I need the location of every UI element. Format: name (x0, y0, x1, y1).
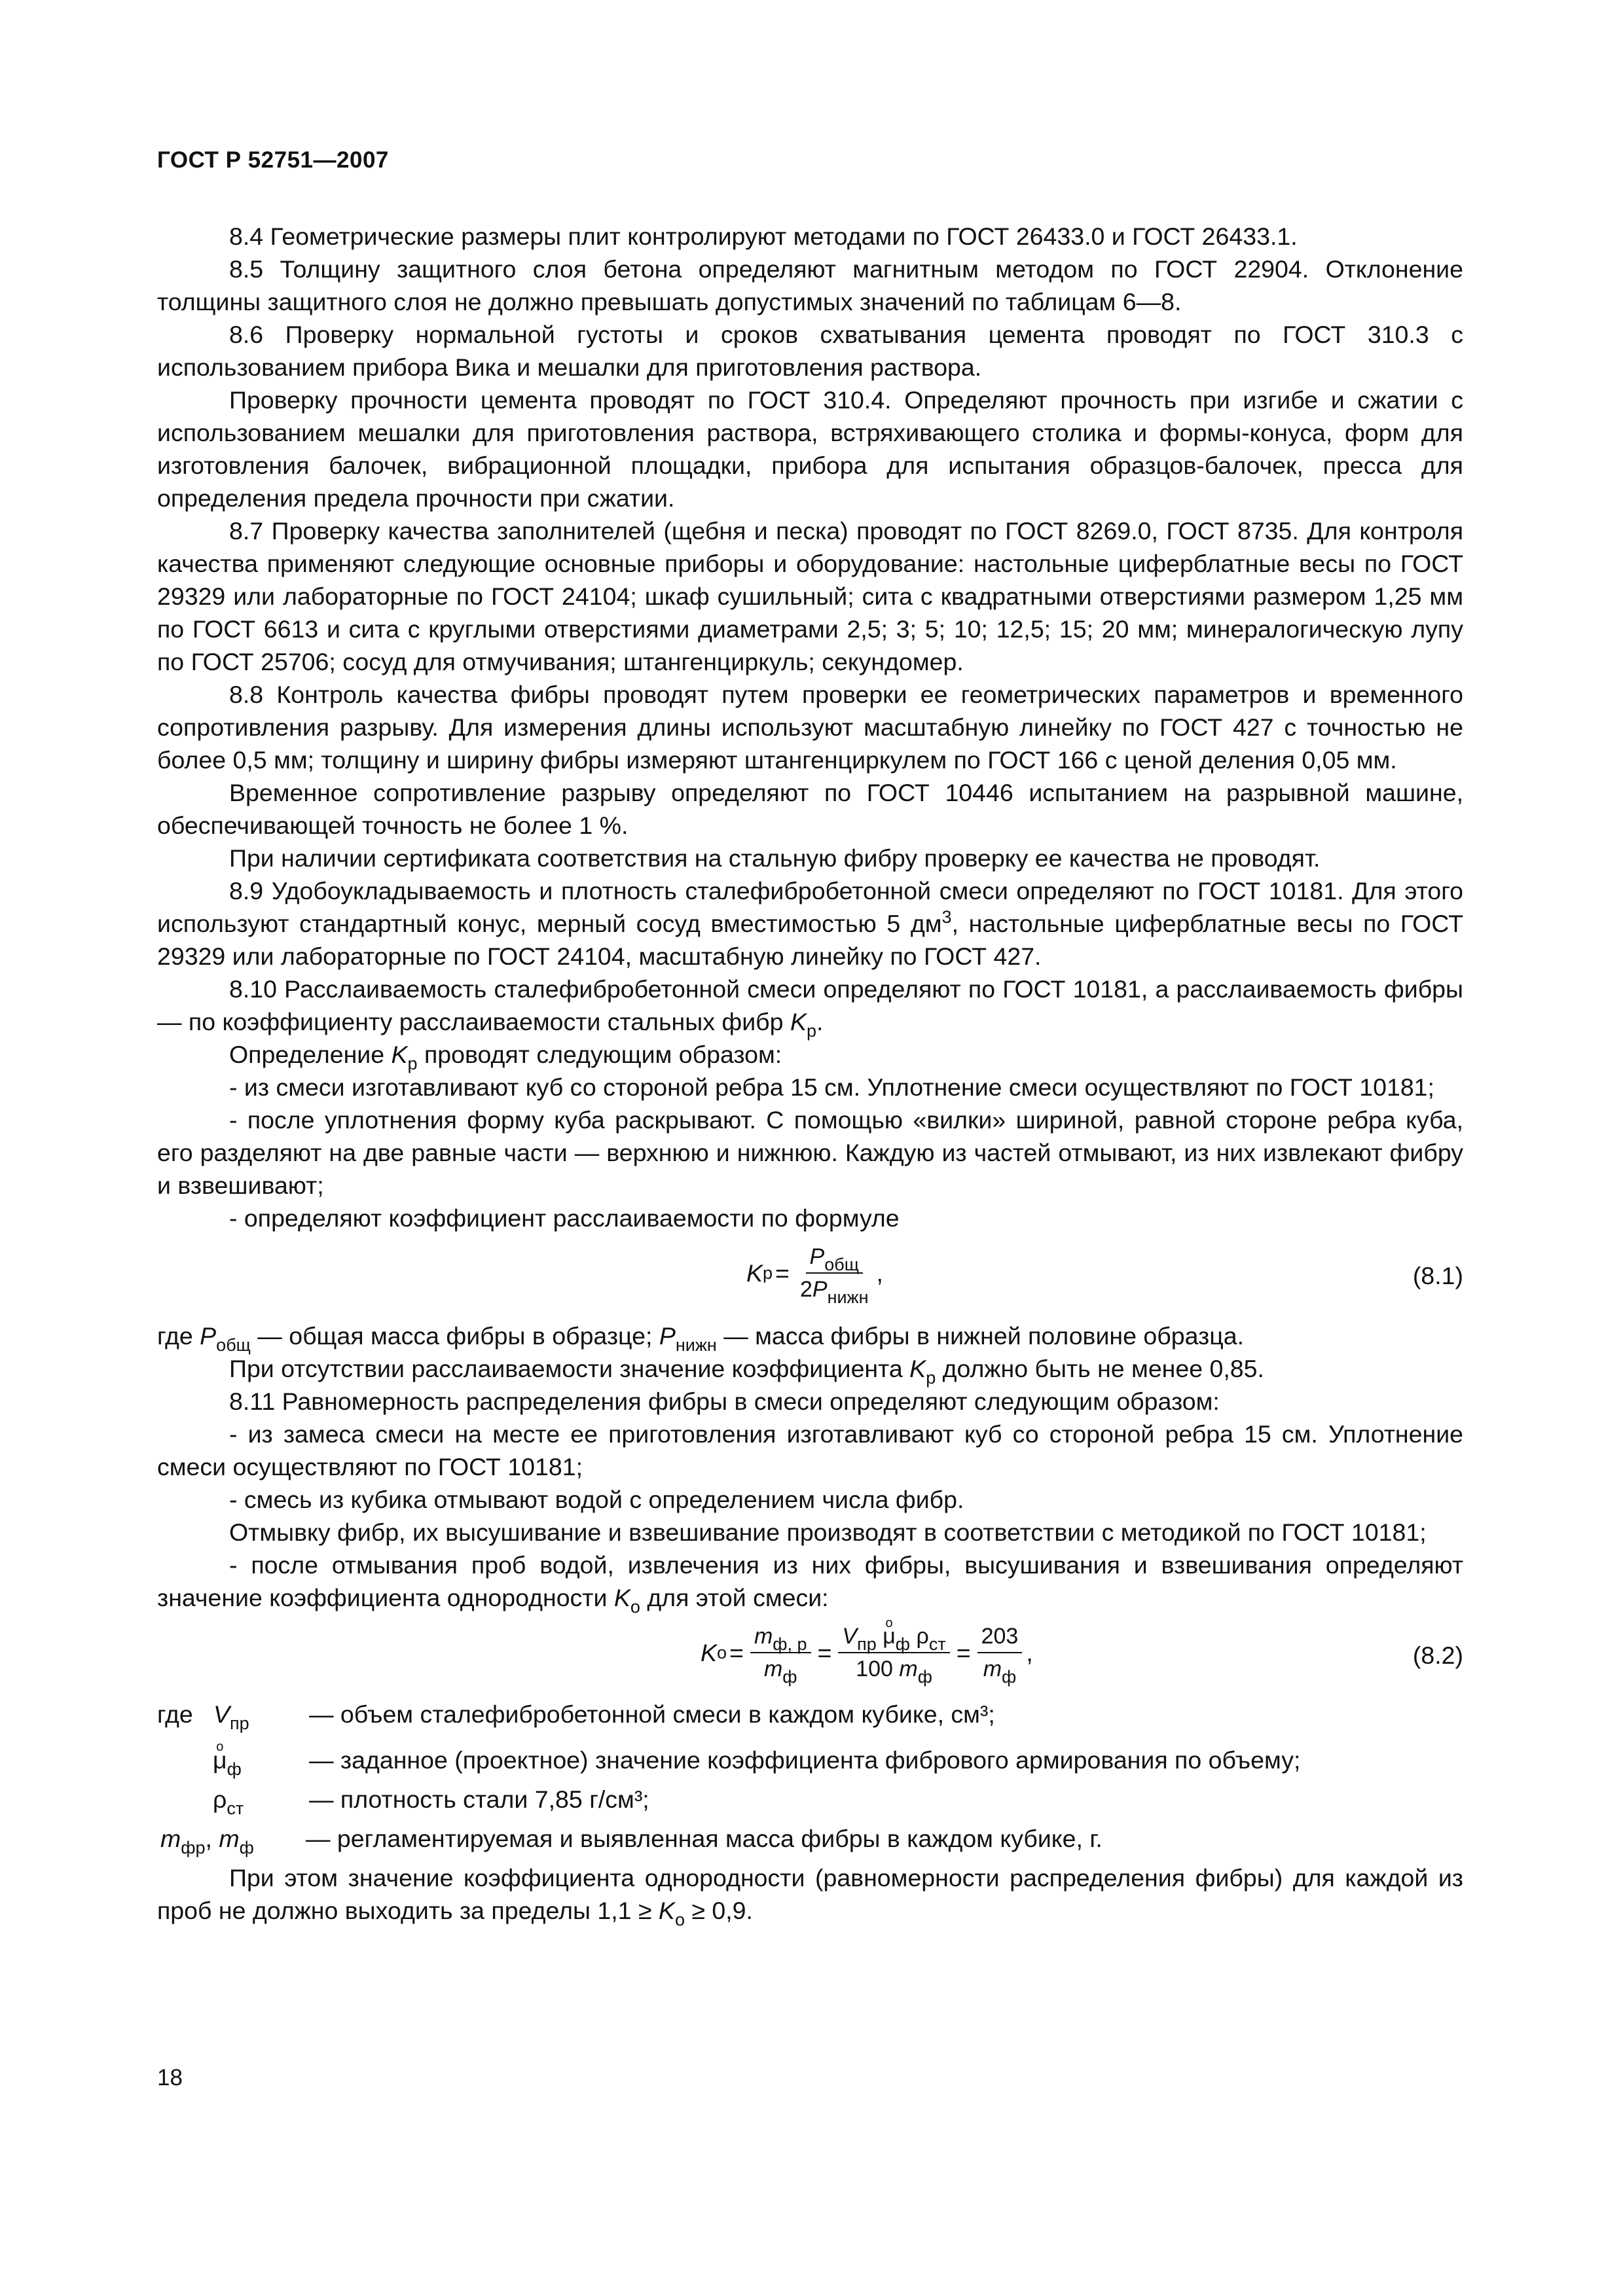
fraction: $\frac{203}{m_ф}$ (977, 1622, 1023, 1683)
paragraph-8-6: 8.6 Проверку нормальной густоты и сроков схватывания цемента проводят по ГОСТ 310.3 с использованием прибора Вика и мешалки для приготовления раствора. (157, 321, 1463, 381)
formula-8-2-expression: K о = $\frac{m_{ф, р}}{m_ф}$ = $\frac{V_{пр} o \mu_ф \rho_{ст}}{100 m_ф}$ = $\frac{203}{m_ф}$ , (701, 1622, 1033, 1683)
paragraph-cement-strength: Проверку прочности цемента проводят по ГОСТ 310.4. Определяют прочность при изгибе и сжатии с использованием мешалки для приготовления раствора, встряхивающего столика и формы-конуса, форм для изготовления балочек, вибрационной площадки, прибора для испытания образцов-балочек, пресса для определения предела прочности при сжатии. (157, 386, 1463, 512)
paragraph-tensile-strength: Временное сопротивление разрыву определяют по ГОСТ 10446 испытанием на разрывной машине, обеспечивающей точность не более 1 %. (157, 779, 1463, 839)
list-item-split: - после уплотнения форму куба раскрывают. С помощью «вилки» шириной, равной стороне ребра куба, его разделяют на две равные части — верхнюю и нижнюю. Каждую из частей отмывают, из них извлекают фибру и взвешивают; (157, 1106, 1463, 1199)
list-item-batch: - из замеса смеси на месте ее приготовления изготавливают куб со стороной ребра 15 см. Уплотнение смеси осуществляют по ГОСТ 10181; (157, 1420, 1463, 1480)
fraction: $\frac{m_{ф, р}}{m_ф}$ (750, 1622, 811, 1683)
paragraph-8-8: 8.8 Контроль качества фибры проводят путем проверки ее геометрических параметров и временного сопротивления разрыву. Для измерения длины используют масштабную линейку по ГОСТ 427 с точностью не более 0,5 мм; толщину и ширину фибры измеряют штангенциркулем по ГОСТ 166 с ценой деления 0,05 мм. (157, 681, 1463, 774)
paragraph-8-4: 8.4 Геометрические размеры плит контролируют методами по ГОСТ 26433.0 и ГОСТ 26433.1. (229, 223, 1298, 250)
equation-number: (8.1) (1412, 1262, 1463, 1289)
formula-8-1-expression: K р = $\frac{P_{общ}}{2P_{нижн}}$ , (746, 1242, 883, 1304)
paragraph-no-segregation: При отсутствии расслаиваемости значение коэффициента $K_р$ должно быть не менее 0,85. (229, 1355, 1264, 1388)
paragraph-8-9: 8.9 Удобоукладываемость и плотность сталефибробетонной смеси определяют по ГОСТ 10181. Для этого используют стандартный конус, мерный сосуд вместимостью 5 $дм^3$, настольные циферблатные весы по ГОСТ 29329 или лабораторные по ГОСТ 24104, масштабную линейку по ГОСТ 427. (157, 877, 1463, 970)
fraction: $\frac{V_{пр} o \mu_ф \rho_{ст}}{100 m_ф}$ (838, 1622, 949, 1683)
definition-rho-st: $\rho_{ст}$ — плотность стали 7,85 г/см³; (213, 1785, 649, 1818)
list-item-wash: - смесь из кубика отмывают водой с определением числа фибр. (229, 1486, 964, 1513)
definition-v-pr: где $V_{пр}$ — объем сталефибробетонной смеси в каждом кубике, см³; (157, 1700, 995, 1733)
list-item-formula-intro: - определяют коэффициент расслаиваемости по формуле (229, 1204, 900, 1232)
page-number: 18 (157, 2065, 183, 2090)
list-item-cube: - из смеси изготавливают куб со стороной ребра 15 см. Уплотнение смеси осуществляют по ГОСТ 10181; (229, 1073, 1434, 1101)
paragraph-kp-definition: Определение $K_р$ проводят следующим образом: (229, 1041, 782, 1073)
list-item-homogeneity: - после отмывания проб водой, извлечения из них фибры, высушивания и взвешивания определяют значение коэффициента однородности $K_о$ для этой смеси: (157, 1551, 1463, 1617)
paragraph-8-5: 8.5 Толщину защитного слоя бетона определяют магнитным методом по ГОСТ 22904. Отклонение толщины защитного слоя не должно превышать допустимых значений по таблицам 6—8. (157, 255, 1463, 315)
paragraph-8-7: 8.7 Проверку качества заполнителей (щебня и песка) проводят по ГОСТ 8269.0, ГОСТ 8735. Для контроля качества применяют следующие основные приборы и оборудование: настольные циферблатные весы по ГОСТ 29329 или лабораторные по ГОСТ 24104; шкаф сушильный; сита с квадратными отверстиями размером 1,25 мм по ГОСТ 6613 и сита с круглыми отверстиями диаметрами 2,5; 3; 5; 10; 12,5; 15; 20 мм; минералогическую лупу по ГОСТ 25706; сосуд для отмучивания; штангенциркуль; секундомер. (157, 517, 1463, 675)
paragraph-8-10: 8.10 Расслаиваемость сталефибробетонной смеси определяют по ГОСТ 10181, а расслаиваемость фибры — по коэффициенту расслаиваемости стальных фибр $K_р$. (157, 975, 1463, 1041)
paragraph-washing-method: Отмывку фибр, их высушивание и взвешивание производят в соответствии с методикой по ГОСТ 10181; (229, 1518, 1427, 1546)
fraction: $\frac{P_{общ}}{2P_{нижн}}$ (796, 1242, 873, 1304)
document-header: ГОСТ Р 52751—2007 (157, 147, 389, 173)
document-body (157, 220, 1463, 1927)
formula-8-1 (157, 1234, 1463, 1319)
paragraph-homogeneity-limits: При этом значение коэффициента однородности (равномерности распределения фибры) для каждой из проб не должно выходить за пределы $1,1 \ge K_о \ge 0,9$. (157, 1864, 1463, 1929)
equation-number: (8.2) (1412, 1641, 1463, 1669)
definition-m-fr: $m_{фр}$, $m_ф$ — регламентируемая и выявленная масса фибры в каждом кубике, г. (160, 1825, 1103, 1857)
definition-mu-f: o $\mu_ф$ — заданное (проектное) значение коэффициента фибрового армирования по объему; (157, 1737, 1463, 1783)
paragraph-certificate: При наличии сертификата соответствия на стальную фибру проверку ее качества не проводят. (229, 844, 1321, 872)
formula-8-2 (157, 1614, 1463, 1698)
paragraph-8-11: 8.11 Равномерность распределения фибры в смеси определяют следующим образом: (229, 1388, 1220, 1415)
paragraph-where-8-1: где $P_{общ}$ — общая масса фибры в образце; $P_{нижн}$ — масса фибры в нижней половине образца. (157, 1322, 1244, 1355)
